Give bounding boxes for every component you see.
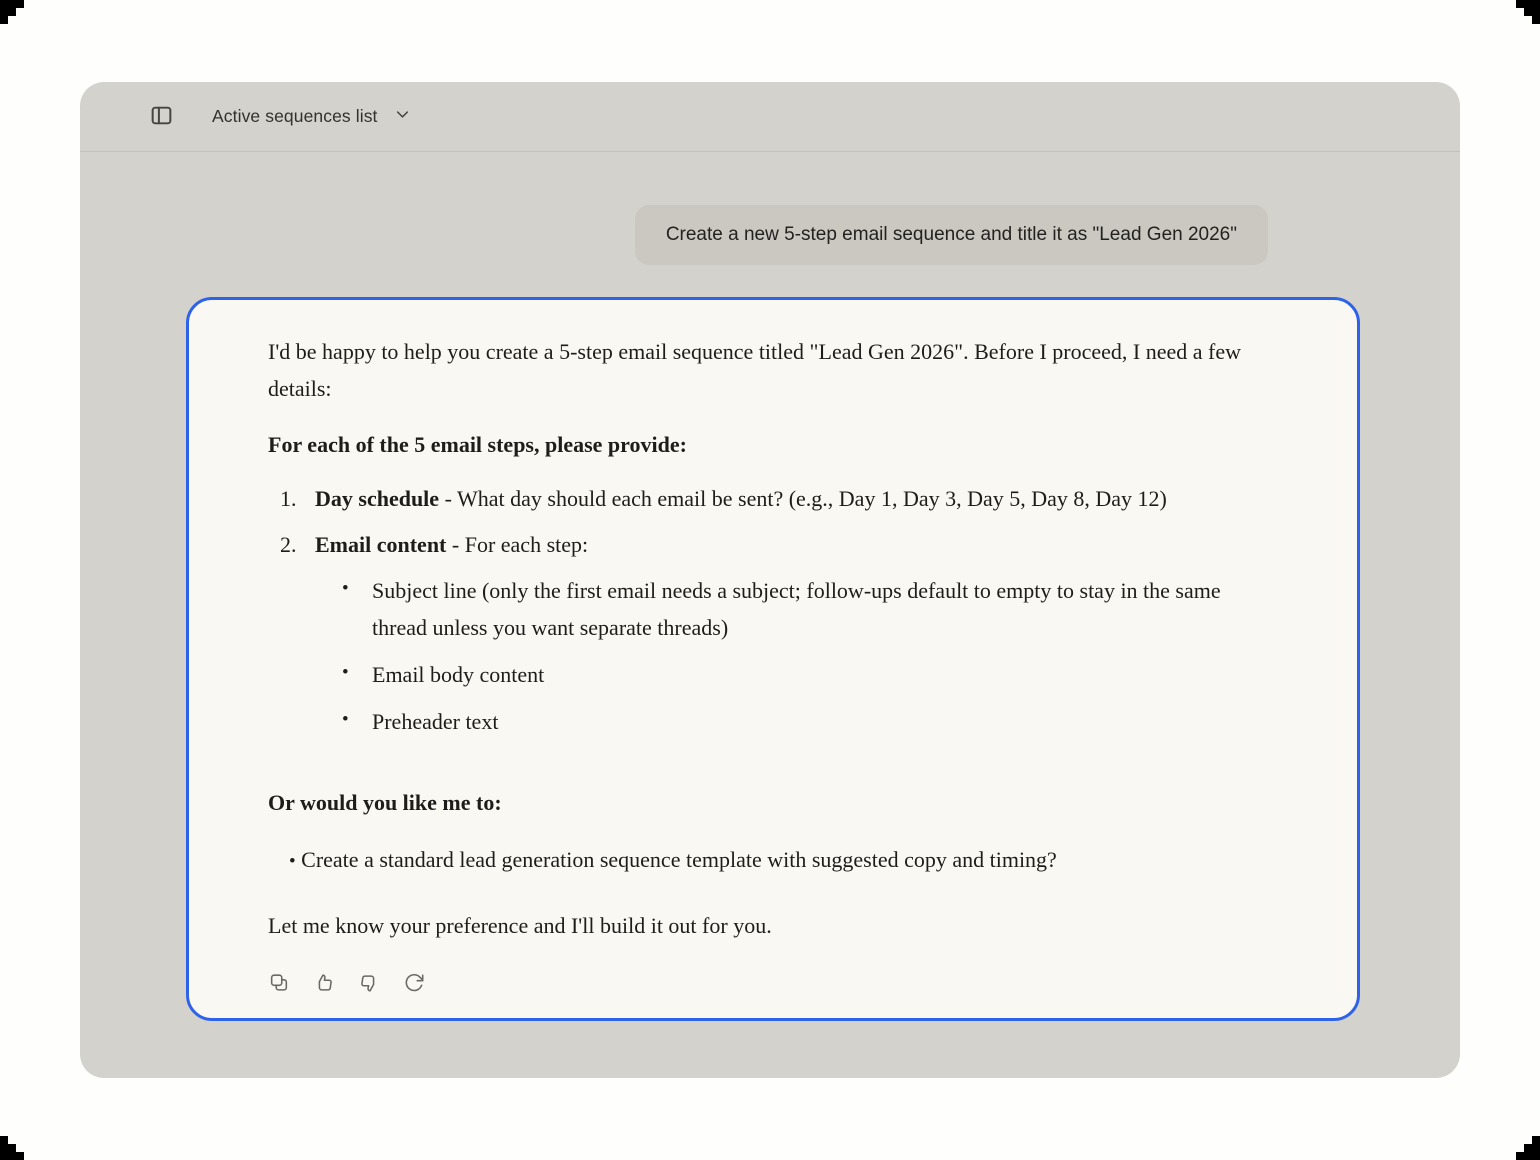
- list-item: [342, 657, 1265, 694]
- list-item: [268, 527, 1265, 751]
- bullet-dot: •: [342, 577, 349, 599]
- list-item-separator: -: [439, 485, 457, 511]
- thumbs-down-icon: [358, 972, 380, 994]
- corner-artifact-bottom-left: [0, 1136, 24, 1160]
- sidebar-toggle-button[interactable]: [148, 104, 174, 130]
- sub-bullet-list: [315, 573, 1265, 741]
- bullet-dot: •: [342, 708, 349, 730]
- section-heading-provide: For each of the 5 email steps, please provide:: [268, 431, 687, 457]
- list-number: 2.: [280, 531, 297, 557]
- user-message-bubble: [635, 205, 1268, 265]
- bullet-dot: •: [289, 850, 296, 872]
- user-message-text: Create a new 5-step email sequence and title it as "Lead Gen 2026": [665, 224, 1237, 245]
- list-item-body: What day should each email be sent? (e.g., Day 1, Day 3, Day 5, Day 8, Day 12): [457, 485, 1167, 511]
- sequence-selector-dropdown[interactable]: [212, 105, 412, 129]
- panel-left-icon: [149, 103, 174, 131]
- assistant-response-card: [186, 297, 1360, 1021]
- list-item-text: [315, 481, 1265, 518]
- message-actions-toolbar: [268, 972, 1265, 994]
- list-item: [268, 842, 1265, 879]
- header-title: Active sequences list: [212, 106, 378, 126]
- list-item: [342, 573, 1265, 647]
- list-number: 1.: [280, 485, 297, 511]
- retry-button[interactable]: [403, 972, 425, 994]
- copy-icon: [268, 972, 290, 994]
- section-heading-alternative: Or would you like me to:: [268, 789, 502, 815]
- copy-button[interactable]: [268, 972, 290, 994]
- list-item-term: Email content: [315, 531, 447, 557]
- corner-artifact-top-right: [1516, 0, 1540, 24]
- bullet-text: Create a standard lead generation sequence template with suggested copy and timing?: [301, 846, 1057, 872]
- numbered-list: [268, 481, 1265, 751]
- thumbs-up-icon: [313, 972, 335, 994]
- list-item: [268, 481, 1265, 518]
- app-window: [80, 82, 1460, 1078]
- assistant-closing-paragraph: Let me know your preference and I'll build it out for you.: [268, 913, 772, 939]
- window-header: [80, 82, 1460, 152]
- bullet-dot: •: [342, 661, 349, 683]
- list-item-term: Day schedule: [315, 485, 440, 511]
- retry-icon: [403, 972, 425, 994]
- list-item-body: For each step:: [464, 531, 589, 557]
- list-item: [342, 704, 1265, 741]
- thumbs-down-button[interactable]: [358, 972, 380, 994]
- corner-artifact-bottom-right: [1516, 1136, 1540, 1160]
- assistant-intro-paragraph: I'd be happy to help you create a 5-step email sequence titled "Lead Gen 2026". Before I proceed, I need a few details:: [268, 339, 1242, 401]
- list-item-separator: -: [446, 531, 465, 557]
- thumbs-up-button[interactable]: [313, 972, 335, 994]
- bullet-text: Email body content: [372, 661, 545, 687]
- chevron-down-icon: [393, 105, 412, 129]
- corner-artifact-top-left: [0, 0, 24, 24]
- bullet-text: Subject line (only the first email needs a subject; follow-ups default to empty to stay in the same thread unless you want separate threads): [372, 577, 1221, 640]
- bullet-text: Preheader text: [372, 708, 499, 734]
- option-bullet-list: [268, 842, 1265, 879]
- list-item-text: [315, 527, 1265, 751]
